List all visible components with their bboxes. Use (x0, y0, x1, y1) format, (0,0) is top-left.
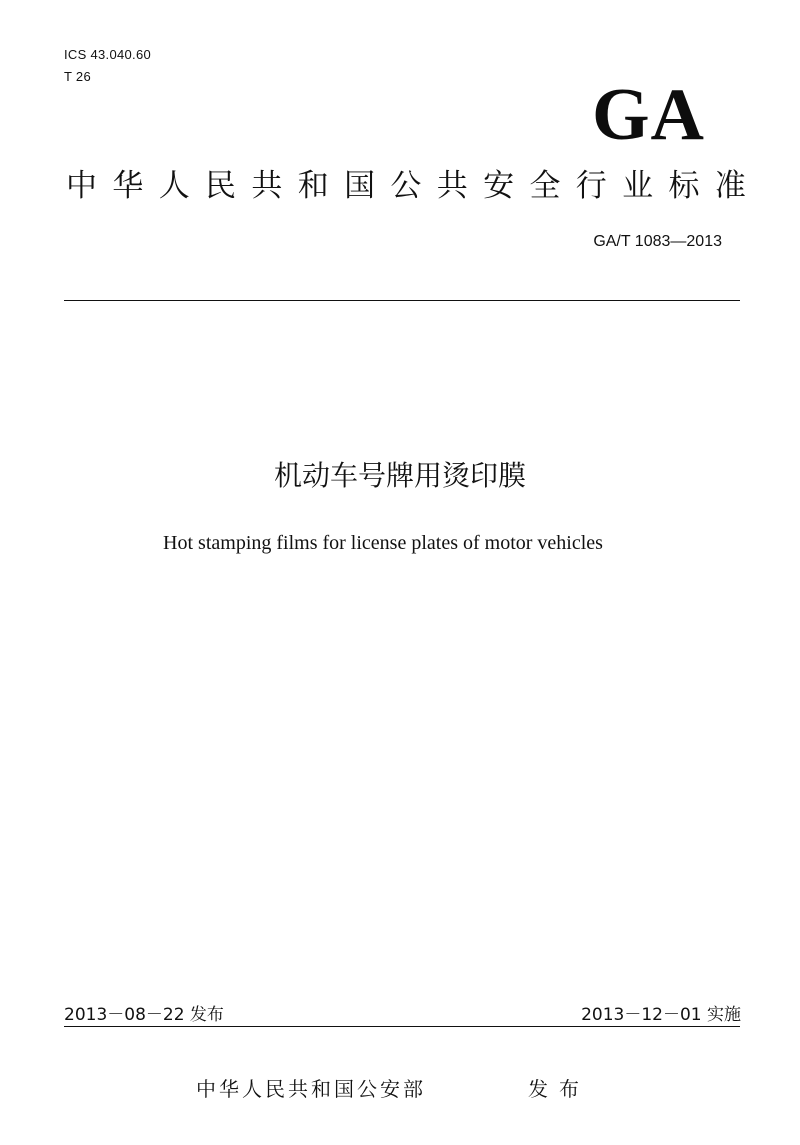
standard-type-char: 准 (714, 168, 746, 204)
standard-type-char: 行 (575, 168, 607, 204)
issuing-action: 发布 (528, 1077, 590, 1101)
standard-type-char: 人 (158, 168, 190, 204)
standard-type-char: 业 (622, 168, 654, 204)
standard-type-char: 安 (483, 168, 515, 204)
ga-logo: GA (592, 74, 705, 156)
standard-type-heading (66, 166, 746, 206)
standard-type-char: 华 (112, 168, 144, 204)
standard-number: GA/T 1083—2013 (593, 233, 722, 250)
implementation-date: 2013－12－01 实施 (581, 1005, 741, 1025)
document-title-english: Hot stamping films for license plates of motor vehicles (163, 532, 603, 554)
ccs-code: T 26 (64, 69, 91, 84)
standard-type-char: 标 (668, 168, 700, 204)
standard-type-char: 共 (251, 168, 283, 204)
standard-type-char: 民 (205, 168, 237, 204)
document-title-chinese: 机动车号牌用烫印膜 (273, 459, 526, 492)
standard-type-char: 中 (66, 168, 97, 204)
top-divider (64, 300, 740, 301)
standard-type-char: 公 (390, 168, 422, 204)
ics-code: ICS 43.040.60 (64, 47, 152, 62)
standard-type-char: 国 (344, 168, 376, 204)
issuing-authority: 中华人民共和国公安部 (196, 1077, 426, 1101)
standard-type-char: 全 (529, 168, 561, 204)
standard-type-char: 共 (436, 168, 468, 204)
issue-date: 2013－08－22 发布 (64, 1005, 224, 1025)
bottom-divider (64, 1026, 740, 1027)
standard-type-char: 和 (297, 168, 329, 204)
